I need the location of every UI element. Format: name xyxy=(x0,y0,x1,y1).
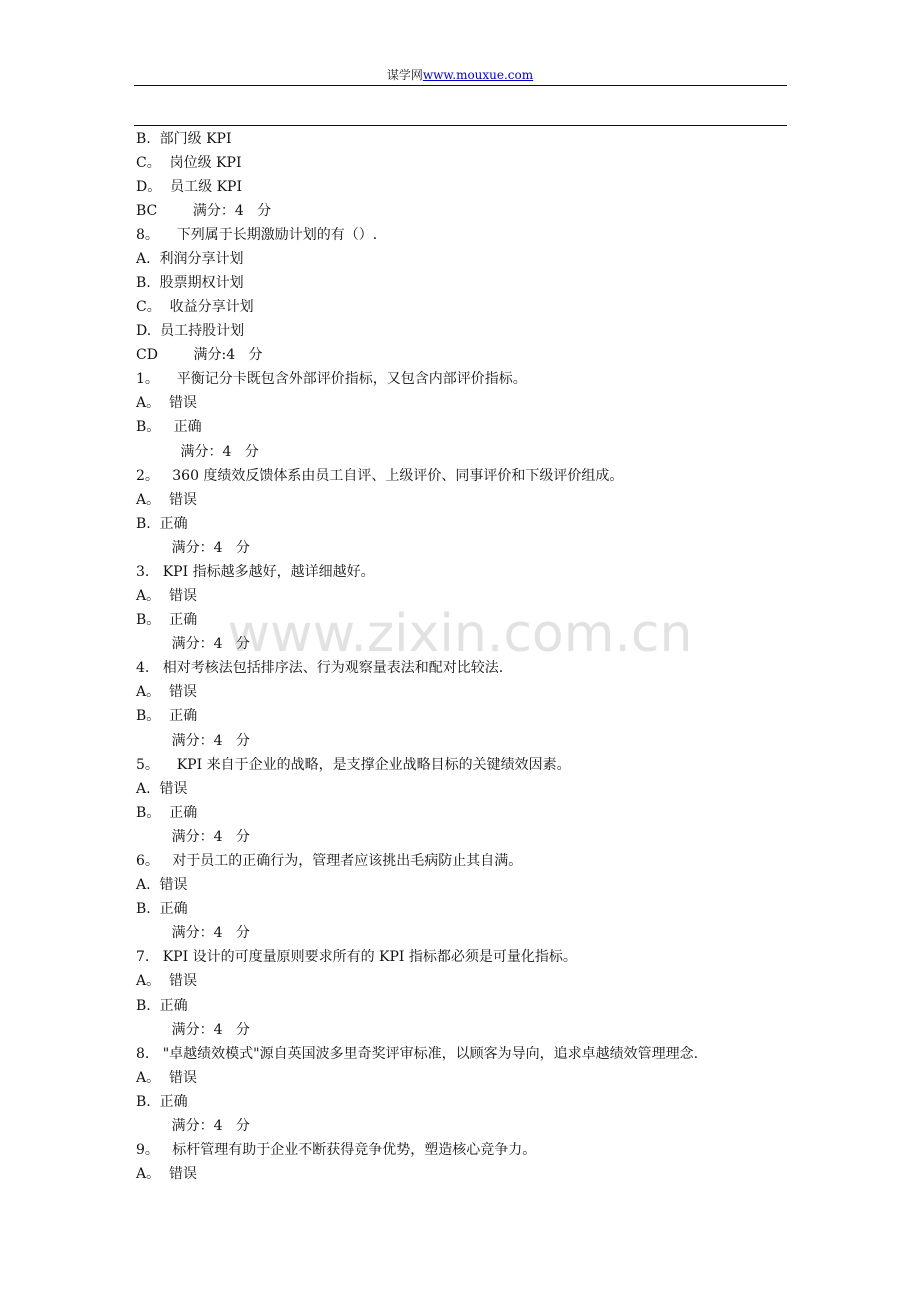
text-line: B。 正确 xyxy=(136,708,198,724)
page-header xyxy=(0,66,920,84)
site-name: 谋学网 xyxy=(386,68,423,82)
text-line: B. 正确 xyxy=(136,901,188,917)
text-line: A。 错误 xyxy=(136,973,198,989)
answer-score-line: CD 满分:4 分 xyxy=(136,347,263,363)
text-line: B. 部门级 KPI xyxy=(136,131,232,147)
text-line: A。 错误 xyxy=(136,492,198,508)
content-top-rule xyxy=(134,125,787,126)
text-line: B。 正确 xyxy=(136,805,198,821)
site-url-link[interactable]: www.mouxue.com xyxy=(422,68,534,82)
score-line: 满分：4 分 xyxy=(136,829,250,845)
text-line: B。 正确 xyxy=(136,419,202,435)
text-line: A。 错误 xyxy=(136,395,198,411)
question-line: 7. KPI 设计的可度量原则要求所有的 KPI 指标都必须是可量化指标。 xyxy=(136,949,577,965)
question-line: 6。 对于员工的正确行为，管理者应该挑出毛病防止其自满。 xyxy=(136,853,523,869)
header-rule xyxy=(134,85,787,86)
question-line: 1。 平衡记分卡既包含外部评价指标，又包含内部评价指标。 xyxy=(136,371,527,387)
text-line: C。 岗位级 KPI xyxy=(136,155,242,171)
question-line: 4. 相对考核法包括排序法、行为观察量表法和配对比较法. xyxy=(136,660,504,676)
answer-score-line: BC 满分：4 分 xyxy=(136,203,272,219)
question-line: 5。 KPI 来自于企业的战略，是支撑企业战略目标的关键绩效因素。 xyxy=(136,757,571,773)
text-line: A. 错误 xyxy=(136,781,188,797)
score-line: 满分：4 分 xyxy=(136,925,250,941)
text-line: A. 错误 xyxy=(136,877,188,893)
score-line: 满分：4 分 xyxy=(136,733,250,749)
text-line: C。 收益分享计划 xyxy=(136,299,254,315)
score-line: 满分：4 分 xyxy=(136,1022,250,1038)
score-line: 满分：4 分 xyxy=(136,540,250,556)
question-line: 2。 360 度绩效反馈体系由员工自评、上级评价、同事评价和下级评价组成。 xyxy=(136,468,624,484)
text-line: B. 正确 xyxy=(136,516,188,532)
question-line: 8. "卓越绩效模式"源自英国波多里奇奖评审标准，以顾客为导向，追求卓越绩效管理理念. xyxy=(136,1046,699,1062)
text-line: D. 员工持股计划 xyxy=(136,323,245,339)
text-line: B. 正确 xyxy=(136,1094,188,1110)
score-line: 满分：4 分 xyxy=(136,1118,250,1134)
text-line: A。 错误 xyxy=(136,588,198,604)
question-line: 8。 下列属于长期激励计划的有（）. xyxy=(136,227,378,243)
text-line: B. 正确 xyxy=(136,998,188,1014)
text-line: A. 利润分享计划 xyxy=(136,251,244,267)
text-line: B. 股票期权计划 xyxy=(136,275,244,291)
text-line: A。 错误 xyxy=(136,1166,198,1182)
score-line: 满分：4 分 xyxy=(136,636,250,652)
question-line: 3. KPI 指标越多越好，越详细越好。 xyxy=(136,564,375,580)
question-line: 9。 标杆管理有助于企业不断获得竞争优势，塑造核心竞争力。 xyxy=(136,1142,537,1158)
text-line: A。 错误 xyxy=(136,1070,198,1086)
text-line: B。 正确 xyxy=(136,612,198,628)
text-line: A。 错误 xyxy=(136,684,198,700)
text-line: D。 员工级 KPI xyxy=(136,179,242,195)
watermark: www.zixin.com.cn xyxy=(227,604,693,664)
score-line: 满分：4 分 xyxy=(136,444,259,460)
